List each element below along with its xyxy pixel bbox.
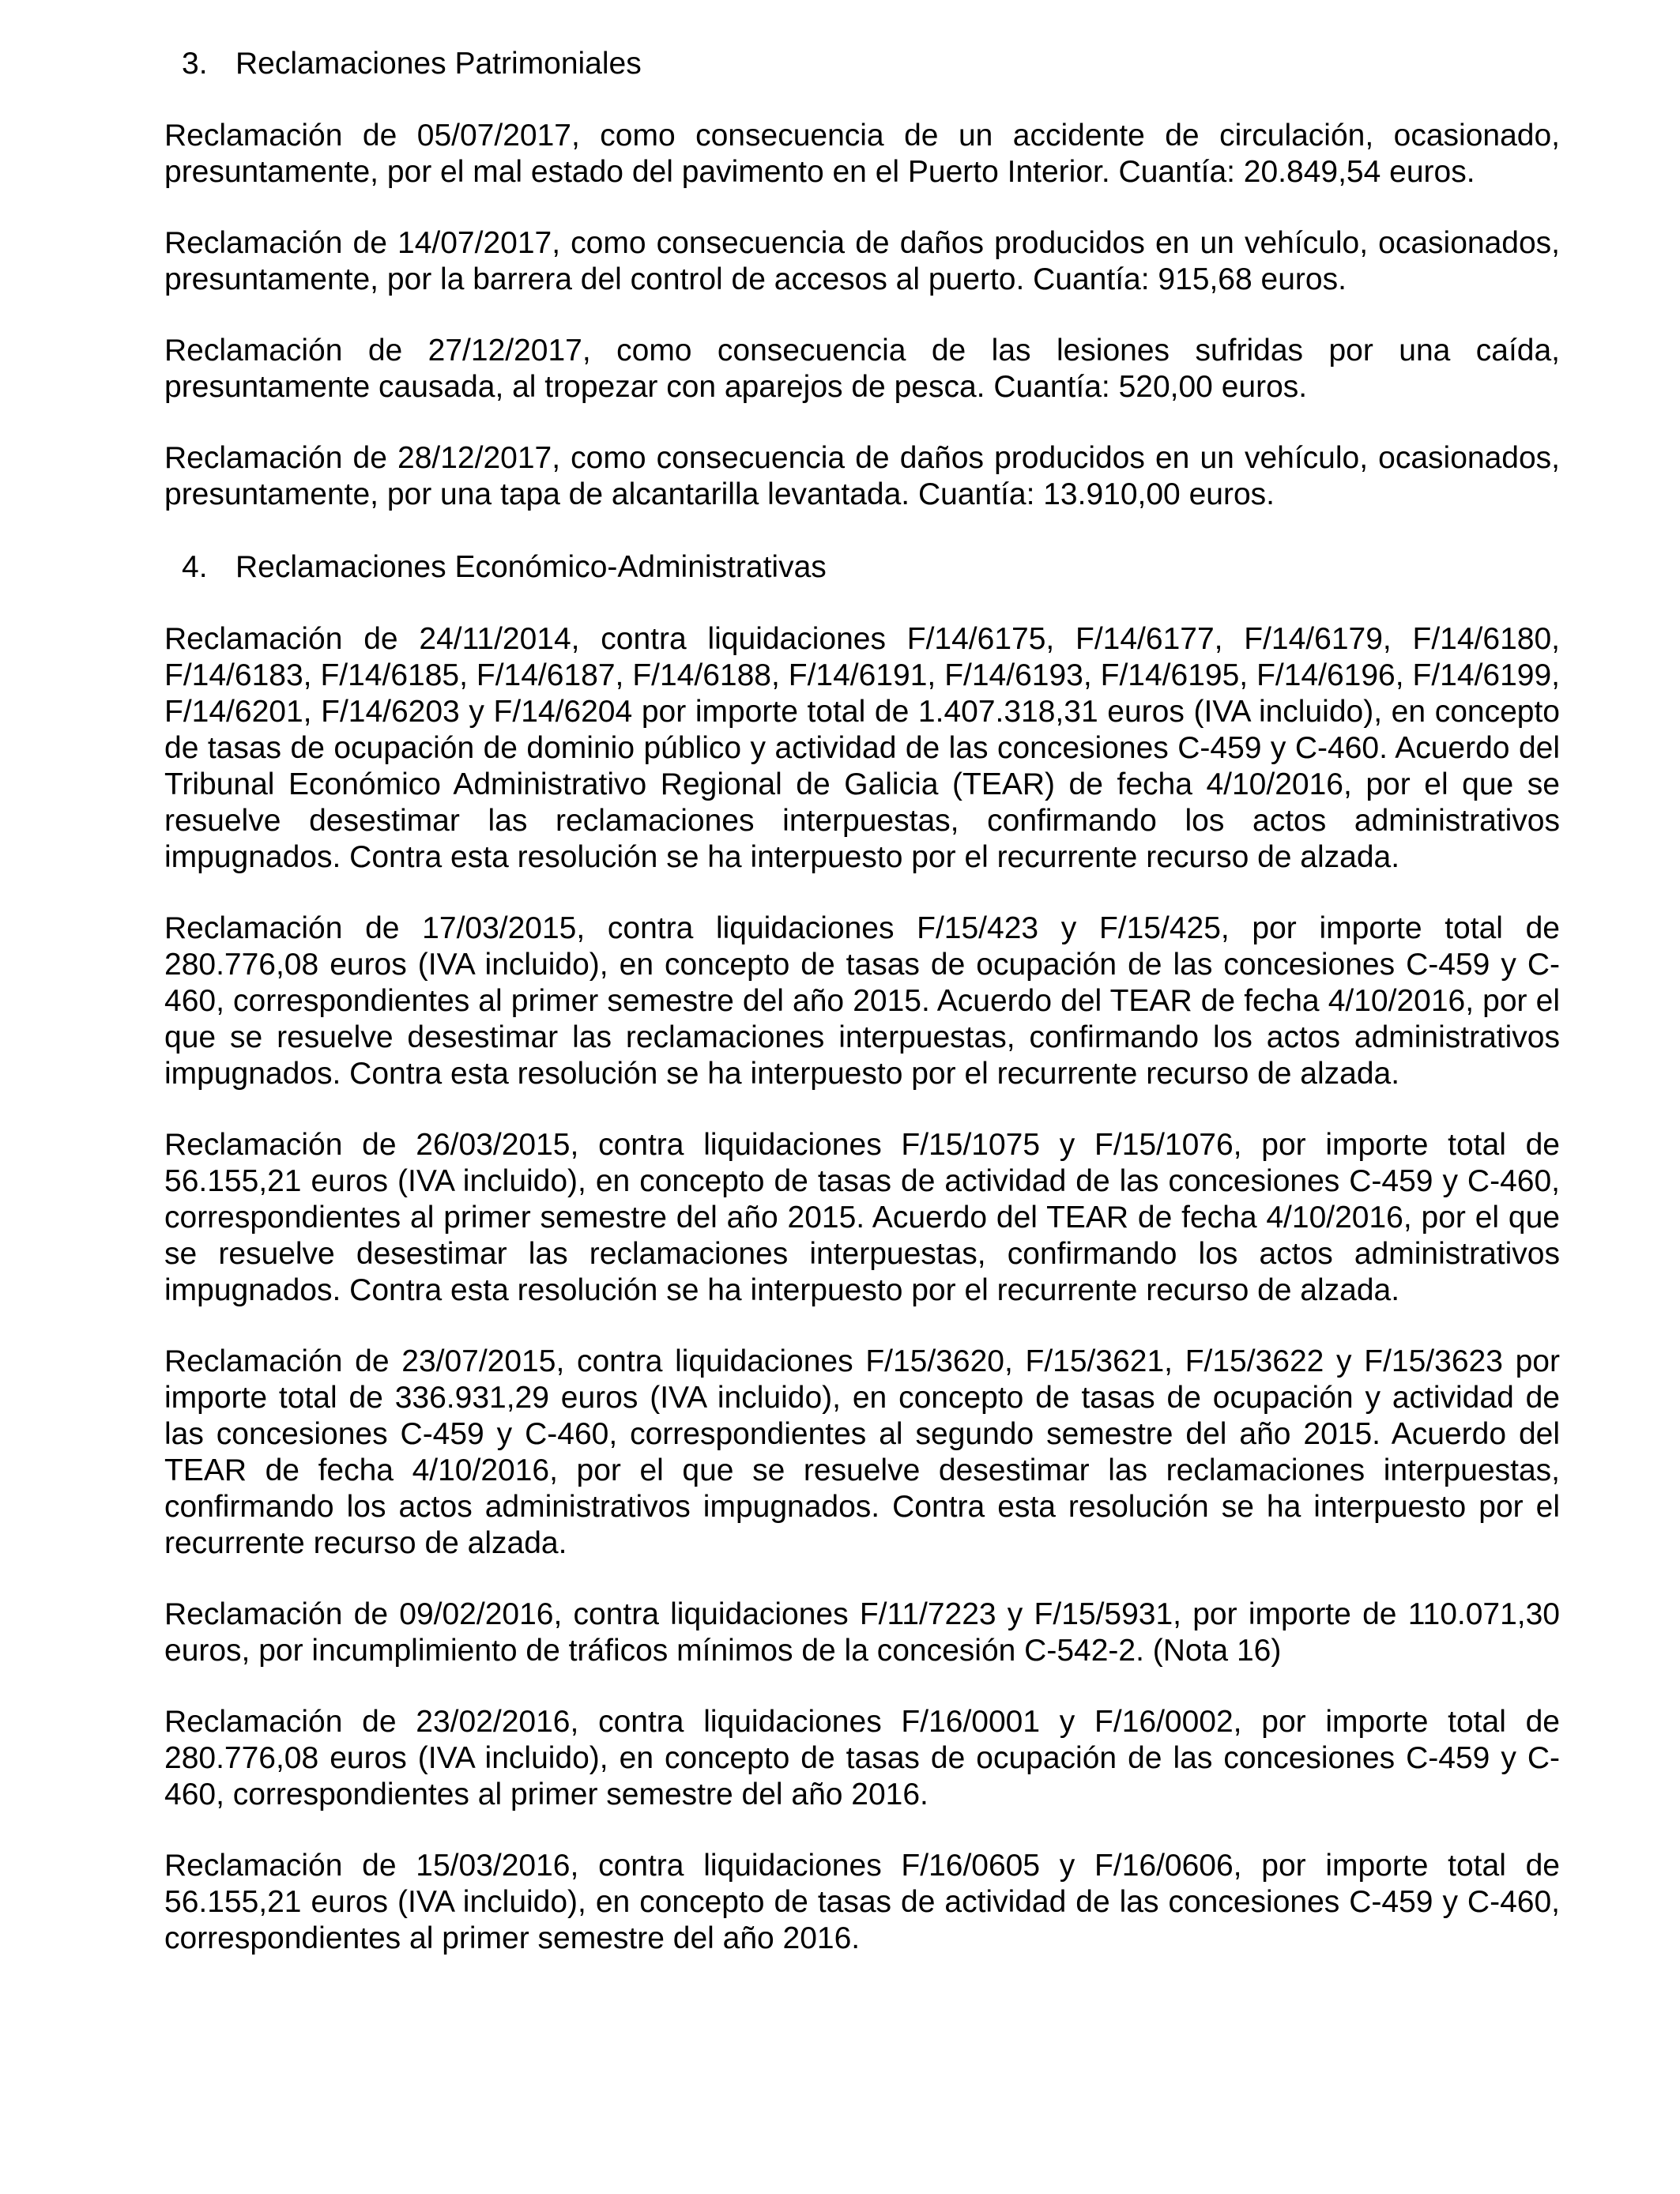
- paragraph: Reclamación de 05/07/2017, como consecuencia de un accidente de circulación, ocasionado, presuntamente, por el mal estado del pavimento en el Puerto Interior. Cuantía: 20.849,54 euros.: [164, 119, 1560, 189]
- paragraph: Reclamación de 14/07/2017, como consecuencia de daños producidos en un vehículo, ocasionados, presuntamente, por la barrera del control de accesos al puerto. Cuantía: 915,68 euros.: [164, 226, 1560, 296]
- paragraph: Reclamación de 17/03/2015, contra liquidaciones F/15/423 y F/15/425, por importe total de 280.776,08 euros (IVA incluido), en concepto de tasas de ocupación de las concesiones C-459 y C-460, correspondientes al primer semestre del año 2015. Acuerdo del TEAR de fecha 4/10/2016, por el que se resuelve desestimar las reclamaciones interpuestas, confirmando los actos administrativos impugnados. Contra esta resolución se ha interpuesto por el recurrente recurso de alzada.: [164, 911, 1560, 1091]
- paragraph: Reclamación de 15/03/2016, contra liquidaciones F/16/0605 y F/16/0606, por importe total de 56.155,21 euros (IVA incluido), en concepto de tasas de actividad de las concesiones C-459 y C-460, correspondientes al primer semestre del año 2016.: [164, 1849, 1560, 1955]
- section-title: Reclamaciones Económico-Administrativas: [235, 550, 827, 584]
- section-heading-economico-administrativas: [164, 549, 1560, 586]
- paragraph: Reclamación de 23/02/2016, contra liquidaciones F/16/0001 y F/16/0002, por importe total de 280.776,08 euros (IVA incluido), en concepto de tasas de ocupación de las concesiones C-459 y C-460, correspondientes al primer semestre del año 2016.: [164, 1705, 1560, 1811]
- paragraph: Reclamación de 09/02/2016, contra liquidaciones F/11/7223 y F/15/5931, por importe de 110.071,30 euros, por incumplimiento de tráficos mínimos de la concesión C-542-2. (Nota 16): [164, 1597, 1560, 1668]
- section-title: Reclamaciones Patrimoniales: [235, 47, 642, 81]
- paragraph: Reclamación de 26/03/2015, contra liquidaciones F/15/1075 y F/15/1076, por importe total de 56.155,21 euros (IVA incluido), en concepto de tasas de actividad de las concesiones C-459 y C-460, correspondientes al primer semestre del año 2015. Acuerdo del TEAR de fecha 4/10/2016, por el que se resuelve desestimar las reclamaciones interpuestas, confirmando los actos administrativos impugnados. Contra esta resolución se ha interpuesto por el recurrente recurso de alzada.: [164, 1128, 1560, 1307]
- paragraph: Reclamación de 27/12/2017, como consecuencia de las lesiones sufridas por una caída, presuntamente causada, al tropezar con aparejos de pesca. Cuantía: 520,00 euros.: [164, 334, 1560, 404]
- section-number: 4.: [182, 550, 208, 584]
- section-number: 3.: [182, 47, 208, 81]
- section-heading-patrimoniales: [164, 46, 1560, 82]
- paragraph: Reclamación de 28/12/2017, como consecuencia de daños producidos en un vehículo, ocasionados, presuntamente, por una tapa de alcantarilla levantada. Cuantía: 13.910,00 euros.: [164, 441, 1560, 511]
- paragraph: Reclamación de 23/07/2015, contra liquidaciones F/15/3620, F/15/3621, F/15/3622 y F/15/3623 por importe total de 336.931,29 euros (IVA incluido), en concepto de tasas de ocupación y actividad de las concesiones C-459 y C-460, correspondientes al segundo semestre del año 2015. Acuerdo del TEAR de fecha 4/10/2016, por el que se resuelve desestimar las reclamaciones interpuestas, confirmando los actos administrativos impugnados. Contra esta resolución se ha interpuesto por el recurrente recurso de alzada.: [164, 1344, 1560, 1560]
- paragraph: Reclamación de 24/11/2014, contra liquidaciones F/14/6175, F/14/6177, F/14/6179, F/14/6180, F/14/6183, F/14/6185, F/14/6187, F/14/6188, F/14/6191, F/14/6193, F/14/6195, F/14/6196, F/14/6199, F/14/6201, F/14/6203 y F/14/6204 por importe total de 1.407.318,31 euros (IVA incluido), en concepto de tasas de ocupación de dominio público y actividad de las concesiones C-459 y C-460. Acuerdo del Tribunal Económico Administrativo Regional de Galicia (TEAR) de fecha 4/10/2016, por el que se resuelve desestimar las reclamaciones interpuestas, confirmando los actos administrativos impugnados. Contra esta resolución se ha interpuesto por el recurrente recurso de alzada.: [164, 622, 1560, 874]
- document-body: [164, 46, 1560, 1992]
